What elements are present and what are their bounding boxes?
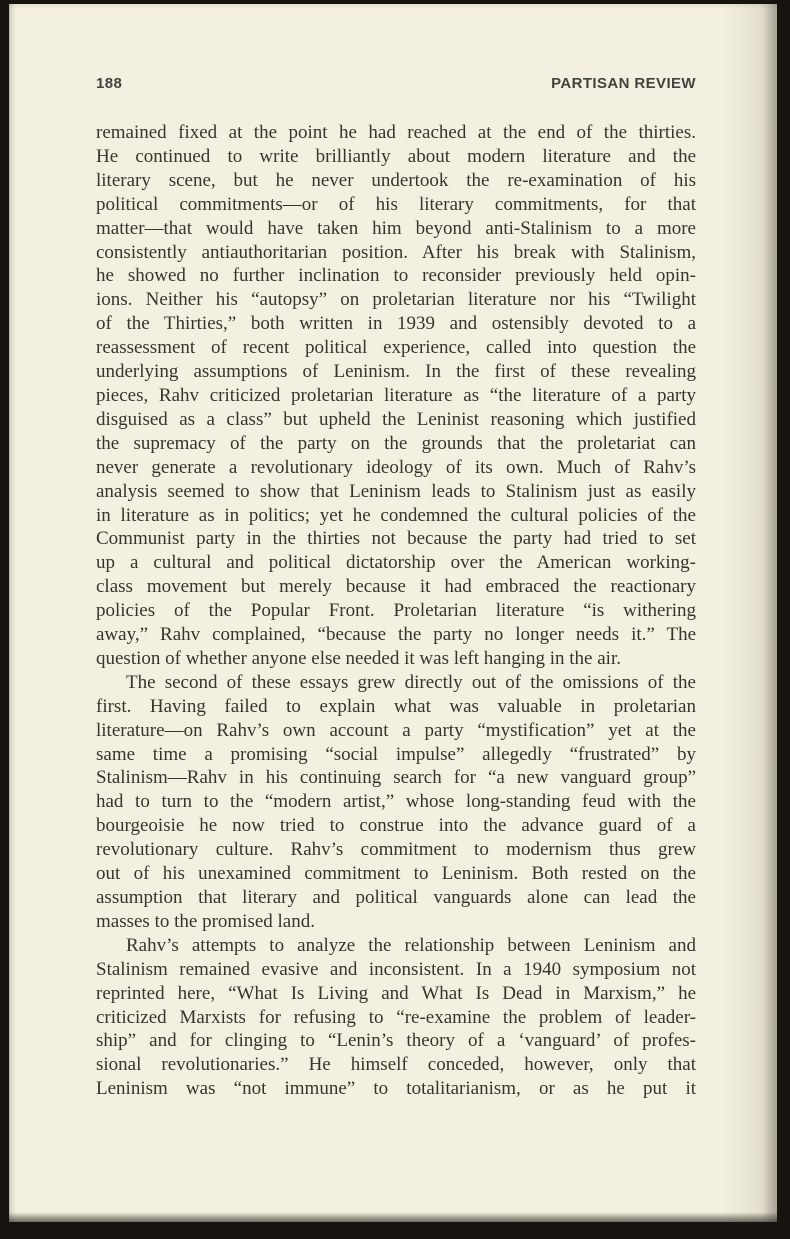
text-line: underlying assumptions of Leninism. In the first of these revealing xyxy=(96,361,696,383)
text-line: of the Thirties,” both written in 1939 and ostensibly devoted to a xyxy=(96,313,696,335)
text-line: Communist party in the thirties not because the party had tried to set xyxy=(96,528,696,550)
text-line: literary scene, but he never undertook the re-examination of his xyxy=(96,169,696,191)
text-line: analysis seemed to show that Leninism leads to Stalinism just as easily xyxy=(96,480,696,502)
page-curl-shadow xyxy=(763,4,777,1222)
text-line: reprinted here, “What Is Living and What Is Dead in Marxism,” he xyxy=(96,982,696,1004)
page-number: 188 xyxy=(96,75,123,92)
text-line: Stalinism remained evasive and inconsistent. In a 1940 symposium not xyxy=(96,958,696,980)
text-line: He continued to write brilliantly about modern literature and the xyxy=(96,145,696,167)
text-line: criticized Marxists for refusing to “re-examine the problem of leader- xyxy=(96,1006,696,1028)
text-line: matter—that would have taken him beyond anti-Stalinism to a more xyxy=(96,217,696,239)
text-line: revolutionary culture. Rahv’s commitment to modernism thus grew xyxy=(96,839,696,861)
text-line: policies of the Popular Front. Proletarian literature “is withering xyxy=(96,600,696,622)
text-line: the supremacy of the party on the grounds that the proletariat can xyxy=(96,432,696,454)
text-line: question of whether anyone else needed it was left hanging in the air. xyxy=(96,647,621,669)
text-line: never generate a revolutionary ideology of its own. Much of Rahv’s xyxy=(96,456,696,478)
text-line: ship” and for clinging to “Lenin’s theory of a ‘vanguard’ of profes- xyxy=(96,1030,696,1052)
text-line: he showed no further inclination to reconsider previously held opin- xyxy=(96,265,696,287)
text-line: Stalinism—Rahv in his continuing search for “a new vanguard group” xyxy=(96,767,696,789)
text-line: reassessment of recent political experience, called into question the xyxy=(96,337,696,359)
text-line: up a cultural and political dictatorship over the American working- xyxy=(96,552,696,574)
text-line: in literature as in politics; yet he condemned the cultural policies of the xyxy=(96,504,696,526)
text-line: assumption that literary and political vanguards alone can lead the xyxy=(96,887,696,908)
journal-title: PARTISAN REVIEW xyxy=(551,75,696,92)
text-line: political commitments—or of his literary commitments, for that xyxy=(96,193,696,215)
text-line: first. Having failed to explain what was valuable in proletarian xyxy=(96,695,696,717)
text-line: Leninism was “not immune” to totalitarianism, or as he put it xyxy=(96,1078,696,1100)
text-line: away,” Rahv complained, “because the party no longer needs it.” The xyxy=(96,624,696,646)
text-line: class movement but merely because it had embraced the reactionary xyxy=(96,576,696,598)
text-line: out of his unexamined commitment to Leninism. Both rested on the xyxy=(96,863,696,885)
text-line: Rahv’s attempts to analyze the relationship between Leninism and xyxy=(126,934,696,956)
text-line: remained fixed at the point he had reached at the end of the thirties. xyxy=(96,122,696,143)
page-header xyxy=(96,75,696,92)
text-line: bourgeoisie he now tried to construe into the advance guard of a xyxy=(96,815,696,837)
page-surface xyxy=(9,4,777,1222)
text-line: consistently antiauthoritarian position. After his break with Stalinism, xyxy=(96,241,696,263)
text-line: sional revolutionaries.” He himself conceded, however, only that xyxy=(96,1054,696,1076)
text-line: disguised as a class” but upheld the Leninist reasoning which justified xyxy=(96,408,696,430)
text-line: pieces, Rahv criticized proletarian literature as “the literature of a party xyxy=(96,384,696,406)
text-line: masses to the promised land. xyxy=(96,910,315,932)
text-line: same time a promising “social impulse” allegedly “frustrated” by xyxy=(96,743,696,765)
text-line: The second of these essays grew directly out of the omissions of the xyxy=(126,671,696,693)
text-line: ions. Neither his “autopsy” on proletarian literature nor his “Twilight xyxy=(96,289,696,311)
text-line: had to turn to the “modern artist,” whose long-standing feud with the xyxy=(96,791,696,813)
body-text-column xyxy=(96,121,696,1101)
page-bottom-shadow xyxy=(9,1212,777,1222)
text-line: literature—on Rahv’s own account a party “mystification” yet at the xyxy=(96,719,696,741)
